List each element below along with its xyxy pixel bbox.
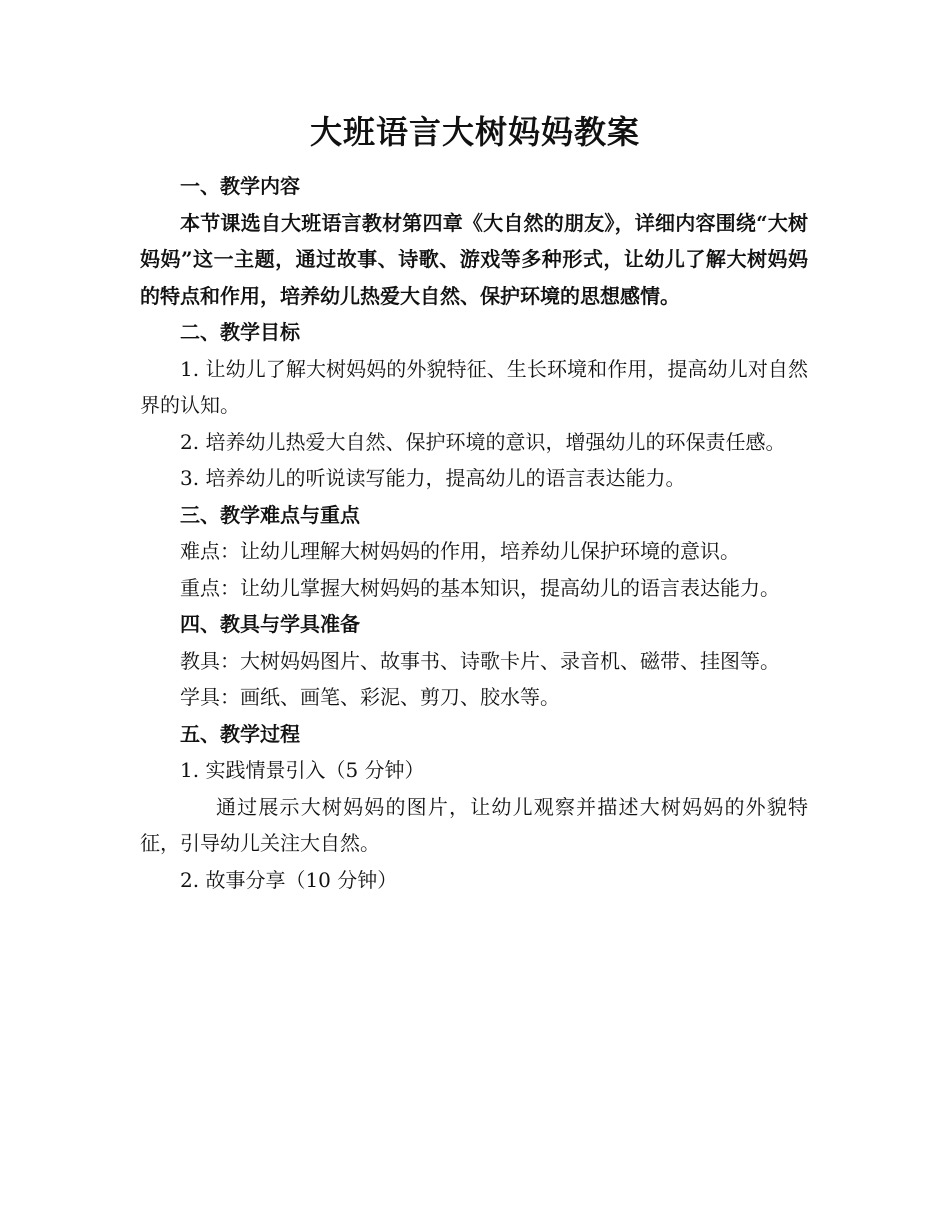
section-heading-teaching-goals: 二、教学目标 — [180, 320, 300, 344]
process-step-1-body: 通过展示大树妈妈的图片，让幼儿观察并描述大树妈妈的外貌特征，引导幼儿关注大自然。 — [140, 794, 808, 855]
goal-item-1: 1. 让幼儿了解大树妈妈的外貌特征、生长环境和作用，提高幼儿对自然界的认知。 — [140, 356, 808, 417]
goal-item-2: 2. 培养幼儿热爱大自然、保护环境的意识，增强幼儿的环保责任感。 — [180, 429, 786, 454]
section-heading-teaching-process: 五、教学过程 — [180, 721, 300, 746]
process-step-1-title: 1. 实践情景引入（5 分钟） — [180, 758, 425, 782]
section-heading-teaching-content: 一、教学内容 — [180, 174, 300, 198]
section-heading-materials: 四、教具与学具准备 — [180, 612, 360, 636]
process-step-2-title: 2. 故事分享（10 分钟） — [180, 867, 398, 892]
document-title: 大班语言大树妈妈教案 — [309, 113, 640, 151]
goal-item-3: 3. 培养幼儿的听说读写能力，提高幼儿的语言表达能力。 — [180, 466, 686, 490]
document-body — [140, 168, 808, 898]
difficulty-paragraph: 难点：让幼儿理解大树妈妈的作用，培养幼儿保护环境的意识。 — [180, 539, 740, 563]
teaching-aids-paragraph: 教具：大树妈妈图片、故事书、诗歌卡片、录音机、磁带、挂图等。 — [180, 648, 780, 673]
section-heading-difficulty-key-points: 三、教学难点与重点 — [180, 502, 360, 527]
teaching-content-paragraph: 本节课选自大班语言教材第四章《大自然的朋友》，详细内容围绕“大树妈妈”这一主题，通过故事、诗歌、游戏等多种形式，让幼儿了解大树妈妈的特点和作用，培养幼儿热爱大自然、保护环境的思想感情。 — [140, 210, 808, 308]
learning-aids-paragraph: 学具：画纸、画笔、彩泥、剪刀、胶水等。 — [180, 685, 560, 709]
key-point-paragraph: 重点：让幼儿掌握大树妈妈的基本知识，提高幼儿的语言表达能力。 — [180, 575, 780, 600]
